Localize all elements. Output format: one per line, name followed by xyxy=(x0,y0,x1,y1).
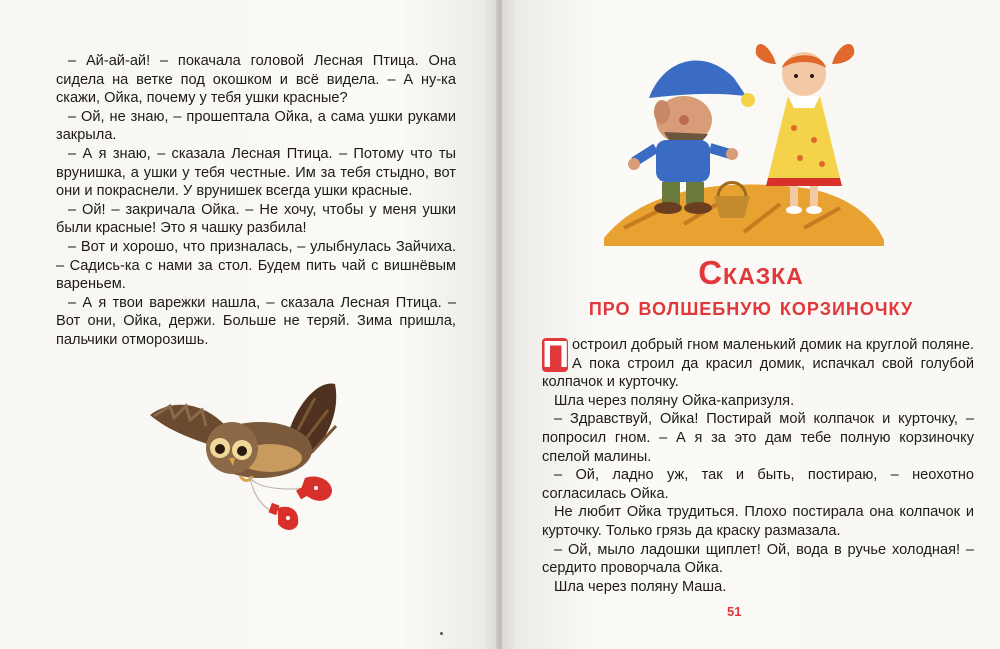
paragraph-text: остроил добрый гном маленький домик на круглой поляне. А пока строил да красил домик, испачкал свой голубой колпачок и курточку. xyxy=(542,337,974,391)
paragraph: – Ай-ай-ай! – покачала головой Лесная Птица. Она сидела на ветке под окошком и всё видела. – А ну-ка скажи, Ойка, почему у тебя ушки красные? xyxy=(56,53,456,107)
speck xyxy=(440,632,443,635)
paragraph: Шла через поляну Маша. xyxy=(554,578,727,595)
left-page-text xyxy=(56,52,456,350)
drop-cap: П xyxy=(542,334,570,376)
right-page xyxy=(502,0,1000,649)
paragraph: – А я знаю, – сказала Лесная Птица. – Потому что ты врунишка, а ушки у тебя честные. Им за тебя стыдно, вот они и покраснели. У врунишек всегда ушки красные. xyxy=(56,145,456,200)
paragraph: – А я твои варежки нашла, – сказала Лесная Птица. – Вот они, Ойка, держи. Больше не теряй. Зима пришла, пальчики отморозишь. xyxy=(56,294,456,348)
paragraph: – Здравствуй, Ойка! Постирай мой колпачок и курточку, – попросил гном. – А я за это дам тебе полную корзиночку спелой малины. xyxy=(542,411,974,465)
paragraph: – Ой, ладно уж, так и быть, постираю, – неохотно согласилась Ойка. xyxy=(542,467,974,502)
paragraph: – Ой, не знаю, – прошептала Ойка, а сама ушки руками закрыла. xyxy=(56,108,456,144)
paragraph: Не любит Ойка трудиться. Плохо постирала она колпачок и курточку. Только грязь да краску размазала. xyxy=(542,504,974,539)
left-page xyxy=(0,0,498,649)
paragraph: Шла через поляну Ойка-капризуля. xyxy=(554,392,795,409)
paragraph: – Ой, мыло ладошки щиплет! Ой, вода в ручье холодная! – сердито проворчала Ойка. xyxy=(542,541,974,577)
paragraph: – Ой! – закричала Ойка. – Не хочу, чтобы у меня ушки были красные! Это я чашку разбила! xyxy=(56,201,456,237)
right-page-text xyxy=(542,336,974,596)
page-number: 51 xyxy=(727,604,742,619)
story-subtitle: про волшебную корзиночку xyxy=(588,293,914,321)
story-title: Сказка xyxy=(698,254,804,291)
owl-illustration xyxy=(140,370,350,540)
paragraph: – Вот и хорошо, что призналась, – улыбнулась Зайчиха. – Садись-ка с нами за стол. Будем пить чай с вишнёвым вареньем. xyxy=(56,238,456,293)
first-paragraph xyxy=(542,336,974,392)
gnome-and-girl-illustration xyxy=(604,28,884,246)
